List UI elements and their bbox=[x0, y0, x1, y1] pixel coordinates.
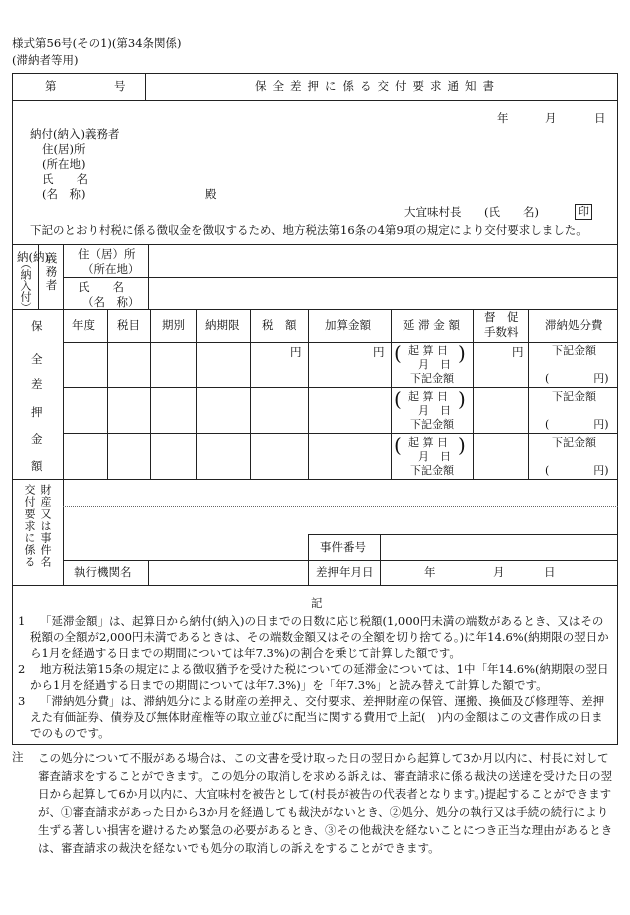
disp-below-2: 下記金額 bbox=[552, 390, 596, 403]
col-dunning-line2: 手数料 bbox=[484, 325, 519, 339]
amount-v2 bbox=[150, 309, 151, 479]
calc-start-2: 起 算 日 bbox=[408, 390, 448, 403]
property-v3 bbox=[148, 560, 149, 585]
note-3-text: 「滞納処分費」は、滞納処分による財産の差押え、交付要求、差押財産の保管、運搬、換価及び修理等、差押えた有価証券、債券及び無体財産権等の取立並びに配当に関する費用で上記( )内の金額はこの文書作成の日までのものです。 bbox=[30, 694, 605, 740]
calc-start-1: 起 算 日 bbox=[408, 344, 448, 357]
amount-side-6: 額 bbox=[31, 459, 43, 473]
honorific: 殿 bbox=[205, 187, 217, 201]
disp-yen-3: ( 円) bbox=[545, 464, 609, 477]
paren-open-3: ( bbox=[394, 433, 402, 457]
below-amount-3: 下記金額 bbox=[410, 464, 454, 477]
amount-side-1: 保 bbox=[31, 319, 43, 333]
property-v2 bbox=[380, 534, 381, 585]
obligor-side-b: （納入付） bbox=[19, 258, 32, 313]
seizure-day: 日 bbox=[544, 565, 556, 579]
date-year: 年 bbox=[497, 111, 509, 125]
amount-v7 bbox=[473, 309, 474, 479]
yen-tax: 円 bbox=[290, 345, 302, 359]
disp-yen-2: ( 円) bbox=[545, 418, 609, 431]
form-id-line1: 様式第56号(その1)(第34条関係) bbox=[12, 36, 182, 50]
seizure-month: 月 bbox=[493, 565, 505, 579]
col-disposition-fee: 滞納処分費 bbox=[545, 318, 603, 332]
paren-open-2: ( bbox=[394, 387, 402, 411]
property-v1 bbox=[308, 534, 309, 585]
property-v0 bbox=[63, 479, 64, 585]
date-day: 日 bbox=[594, 111, 606, 125]
amount-side-4: 押 bbox=[31, 405, 43, 419]
case-number-label: 事件番号 bbox=[320, 540, 366, 554]
amount-v8 bbox=[528, 309, 529, 479]
seizure-year: 年 bbox=[424, 565, 436, 579]
paren-open-1: ( bbox=[394, 341, 402, 365]
amount-v4 bbox=[250, 309, 251, 479]
footer-note-text: この処分について不服がある場合は、この文書を受け取った日の翌日から起算して3か月以内に、村長に対して審査請求をすることができます。この処分の取消しを求める訴えは、審査請求に係る裁決の送達を受けた日の翌日から起算して6か月以内に、大宜味村を被告として(村長が被告の代表者となります。)提起することができますが、①審査請求があった日から3か月を経過しても裁決がないとき、②処分、処分の執行又は手続の続行により生ずる著しい損害を避けるため緊急の必要があるとき、③その他裁決を経ないことにつき正当な理由があるときは、審査請求の裁決を経ないでも処分の取消しの訴えをすることができます。 bbox=[38, 751, 613, 855]
property-dot-1 bbox=[63, 506, 618, 507]
amount-row1-line bbox=[63, 387, 618, 388]
amount-side-5: 金 bbox=[31, 432, 43, 446]
name-label: 氏 名 bbox=[42, 172, 88, 186]
month-day-3: 月 日 bbox=[418, 450, 451, 463]
obligor-location-label: （所在地） bbox=[82, 262, 140, 276]
property-agency-line bbox=[63, 560, 618, 561]
disp-below-1: 下記金額 bbox=[552, 344, 596, 357]
obligor-address-label: 住（居）所 bbox=[78, 247, 136, 261]
seizure-date-label: 差押年月日 bbox=[316, 565, 374, 579]
calc-start-3: 起 算 日 bbox=[408, 436, 448, 449]
paren-close-3: ) bbox=[458, 433, 466, 457]
location-label: (所在地) bbox=[42, 157, 86, 171]
amount-v0 bbox=[63, 309, 64, 479]
issuer-title: 大宜味村長 bbox=[404, 205, 462, 219]
amount-v1 bbox=[107, 309, 108, 479]
col-dunning-line1: 督 促 bbox=[484, 310, 519, 324]
below-amount-2: 下記金額 bbox=[410, 418, 454, 431]
note-3-num: 3 bbox=[18, 694, 26, 708]
header-divider bbox=[12, 100, 618, 101]
paren-close-1: ) bbox=[458, 341, 466, 365]
obligor-mid-line bbox=[63, 277, 618, 278]
footer-note-label: 注 bbox=[12, 750, 24, 764]
amount-side-3: 差 bbox=[31, 377, 43, 391]
amount-row2-line bbox=[63, 433, 618, 434]
note-2-text: 地方税法第15条の規定による徴収猶予を受けた税についての延滞金については、1中「年14.6%(納期限の翌日から1月を経過する日までの期間については年7.3%)」を「年7.3%」と読み替えて計算した額です。 bbox=[30, 662, 609, 692]
executing-agency-label: 執行機関名 bbox=[74, 565, 132, 579]
note-1-num: 1 bbox=[18, 614, 26, 628]
issuer-name-placeholder: (氏 名) bbox=[484, 205, 539, 219]
obligor-top-line bbox=[12, 244, 618, 245]
date-month: 月 bbox=[545, 111, 557, 125]
disp-yen-1: ( 円) bbox=[545, 372, 609, 385]
obligor-meisho-label: （名 称） bbox=[82, 295, 140, 309]
intro-text: 下記のとおり村税に係る徴収金を徴収するため、地方税法第16条の4第9項の規定により交付要求しました。 bbox=[30, 223, 588, 237]
seal-stamp bbox=[575, 204, 592, 220]
col-year: 年度 bbox=[72, 318, 95, 332]
obligor-name-label: 氏 名 bbox=[78, 280, 124, 294]
form-id-line2: (滞納者等用) bbox=[12, 53, 79, 67]
address-label: 住(居)所 bbox=[42, 142, 86, 156]
property-top-line bbox=[12, 479, 618, 480]
number-label: 第 号 bbox=[45, 79, 126, 93]
note-2-num: 2 bbox=[18, 662, 26, 676]
obligor-side-d: 義務者 bbox=[44, 252, 59, 293]
month-day-1: 月 日 bbox=[418, 358, 451, 371]
property-case-line bbox=[308, 534, 618, 535]
col-due-date: 納期限 bbox=[205, 318, 240, 332]
seal-text: 印 bbox=[575, 204, 592, 220]
month-day-2: 月 日 bbox=[418, 404, 451, 417]
obligor-label: 納付(納入)義務者 bbox=[30, 127, 120, 141]
yen-surcharge: 円 bbox=[373, 345, 385, 359]
col-delinquency: 延 滞 金 額 bbox=[403, 318, 460, 332]
note-1-text: 「延滞金額」は、起算日から納付(納入)の日までの日数に応じ税額(1,000円未満の端数があるとき、又はその税額の全額が2,000円未満であるときは、その端数金額又はその全額を切り捨てる。)に年14.6%(納期限の翌日から1月を経過する日までの期間については年7.3%)の割合を乗じて計算した額です。 bbox=[30, 614, 609, 660]
property-side-right: 財産又は事件名 bbox=[39, 484, 52, 568]
paren-close-2: ) bbox=[458, 387, 466, 411]
col-period: 期別 bbox=[162, 318, 185, 332]
yen-dunning: 円 bbox=[512, 345, 524, 359]
col-tax-amount: 税 額 bbox=[262, 318, 297, 332]
amount-header-line bbox=[63, 342, 618, 343]
header-vline bbox=[145, 73, 146, 100]
meisho-label: (名 称) bbox=[42, 187, 86, 201]
amount-v3 bbox=[196, 309, 197, 479]
notes-top-line bbox=[12, 585, 618, 586]
amount-v6 bbox=[391, 309, 392, 479]
property-side-left: 交付要求に係る bbox=[23, 484, 36, 568]
disp-below-3: 下記金額 bbox=[552, 436, 596, 449]
page-title: 保全差押に係る交付要求通知書 bbox=[255, 79, 500, 93]
notes-heading: 記 bbox=[311, 596, 323, 610]
below-amount-1: 下記金額 bbox=[410, 372, 454, 385]
obligor-side-a: 納(納) bbox=[17, 250, 49, 264]
amount-v5 bbox=[308, 309, 309, 479]
col-tax-item: 税目 bbox=[117, 318, 140, 332]
col-surcharge: 加算金額 bbox=[325, 318, 371, 332]
amount-side-2: 全 bbox=[31, 352, 43, 366]
